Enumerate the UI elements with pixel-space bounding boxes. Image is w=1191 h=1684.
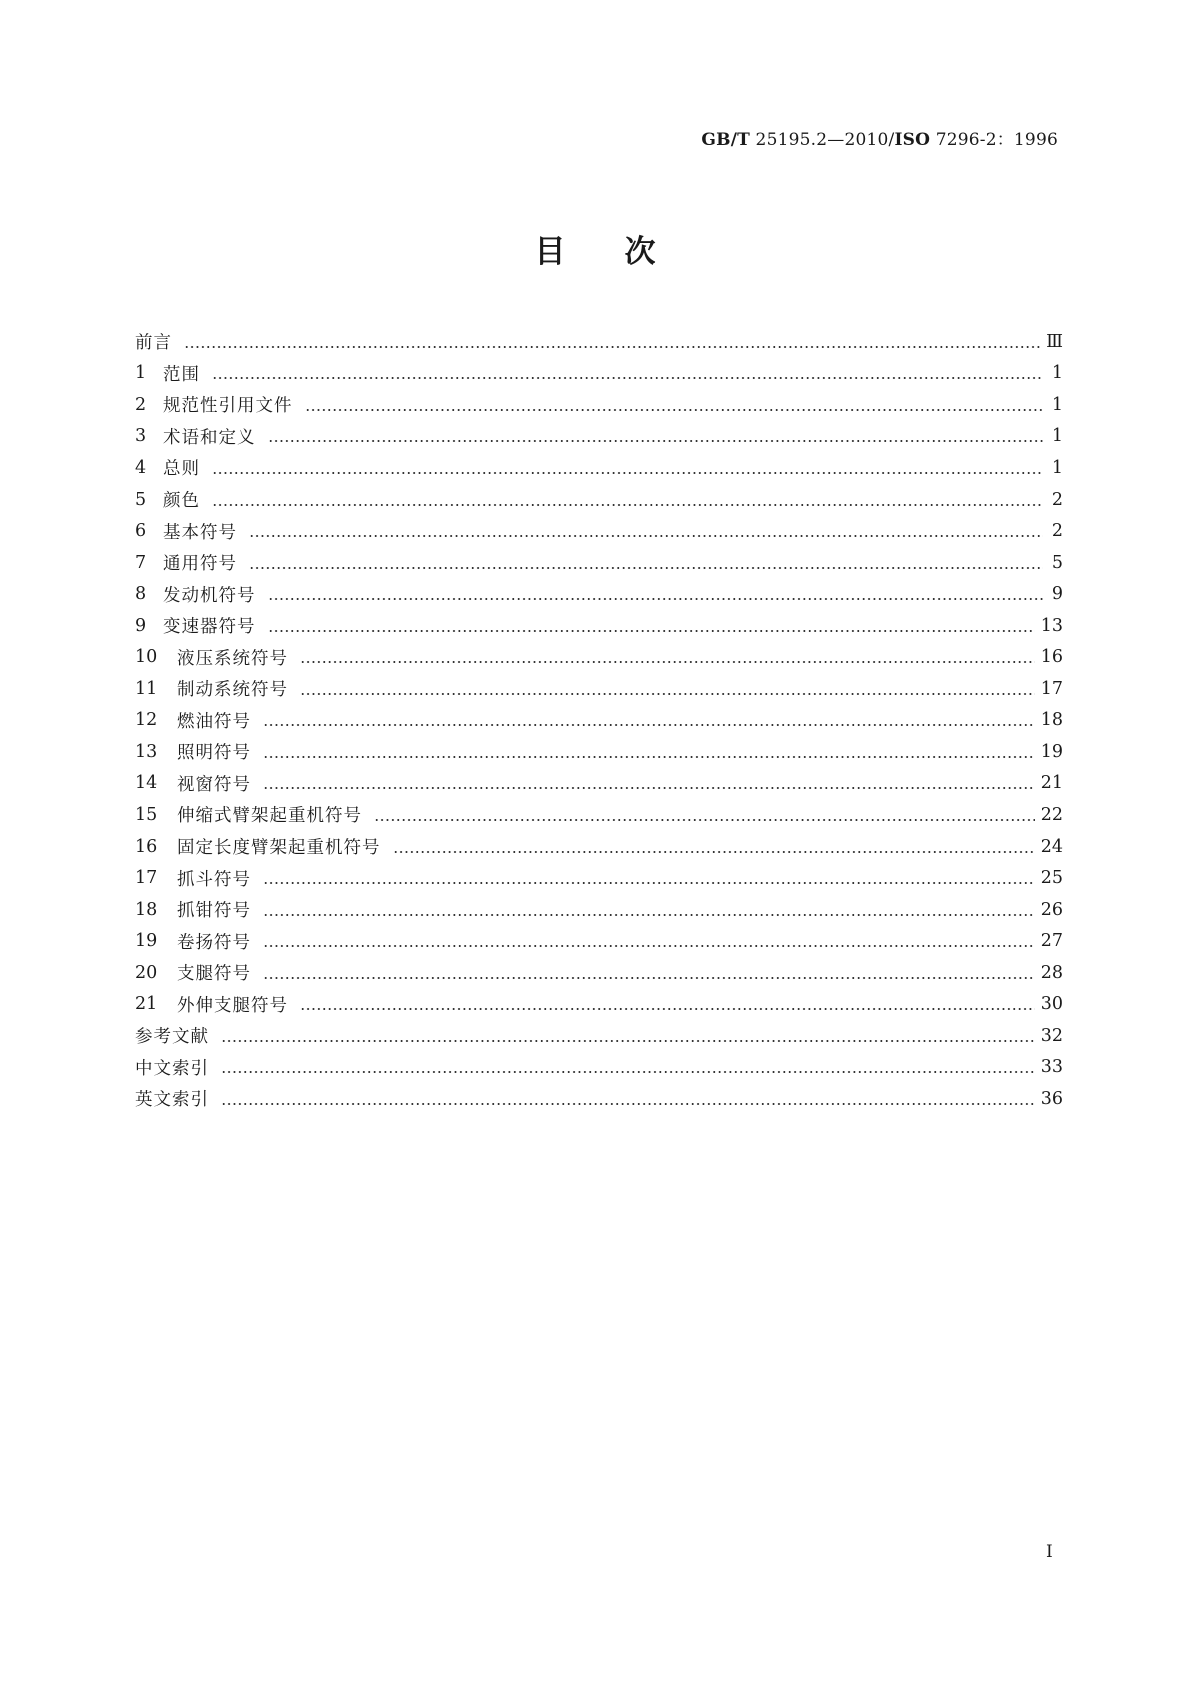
toc-leader-dots bbox=[268, 598, 1044, 600]
toc-entry-page: 18 bbox=[1040, 710, 1063, 731]
toc-entry-number: 10 bbox=[135, 647, 158, 668]
toc-entry-page: 1 bbox=[1051, 394, 1063, 415]
toc-entry[interactable] bbox=[135, 421, 1063, 453]
toc-entry-number: 12 bbox=[135, 710, 158, 731]
toc-entry[interactable] bbox=[135, 799, 1063, 831]
iso-number: 7296-2：1996 bbox=[930, 130, 1058, 150]
toc-entry-label: 总则 bbox=[163, 459, 200, 480]
toc-entry-label: 液压系统符号 bbox=[177, 648, 288, 669]
toc-entry-page: 25 bbox=[1040, 868, 1063, 889]
toc-entry-label: 中文索引 bbox=[135, 1058, 209, 1079]
toc-entry-page: 1 bbox=[1051, 457, 1063, 478]
toc-entry-label: 固定长度臂架起重机符号 bbox=[177, 838, 381, 859]
table-of-contents bbox=[135, 326, 1063, 1115]
toc-entry-page: 17 bbox=[1040, 678, 1063, 699]
toc-leader-dots bbox=[268, 440, 1044, 442]
toc-entry[interactable] bbox=[135, 1052, 1063, 1084]
toc-entry[interactable] bbox=[135, 1083, 1063, 1115]
toc-entry-label: 外伸支腿符号 bbox=[177, 995, 288, 1016]
toc-entry-page: 21 bbox=[1040, 773, 1063, 794]
toc-entry[interactable] bbox=[135, 957, 1063, 989]
toc-leader-dots bbox=[300, 1008, 1035, 1010]
page-number: I bbox=[1046, 1542, 1053, 1562]
toc-entry-number: 8 bbox=[135, 584, 147, 605]
toc-entry-label: 燃油符号 bbox=[177, 711, 251, 732]
toc-leader-dots bbox=[263, 756, 1035, 758]
toc-entry-number: 15 bbox=[135, 804, 158, 825]
toc-leader-dots bbox=[184, 346, 1040, 348]
toc-entry-label: 前言 bbox=[135, 333, 172, 354]
toc-entry-label: 变速器符号 bbox=[163, 617, 256, 638]
toc-entry[interactable] bbox=[135, 831, 1063, 863]
standard-prefix: GB/T bbox=[701, 130, 750, 150]
toc-entry-page: 22 bbox=[1040, 804, 1063, 825]
toc-entry-number: 11 bbox=[135, 678, 158, 699]
toc-entry-page: 9 bbox=[1051, 584, 1063, 605]
toc-entry-number: 2 bbox=[135, 394, 147, 415]
standard-code bbox=[701, 125, 1058, 150]
toc-leader-dots bbox=[263, 787, 1035, 789]
toc-entry-page: 36 bbox=[1040, 1088, 1063, 1109]
toc-entry-page: 19 bbox=[1040, 741, 1063, 762]
toc-entry-number: 1 bbox=[135, 363, 147, 384]
toc-entry-page: 16 bbox=[1040, 647, 1063, 668]
toc-entry-page: 24 bbox=[1040, 836, 1063, 857]
toc-entry-page: 1 bbox=[1051, 363, 1063, 384]
toc-entry-label: 术语和定义 bbox=[163, 427, 256, 448]
toc-entry[interactable] bbox=[135, 862, 1063, 894]
toc-entry-label: 颜色 bbox=[163, 491, 200, 511]
toc-entry-page: 33 bbox=[1040, 1057, 1063, 1078]
toc-entry[interactable] bbox=[135, 894, 1063, 926]
toc-entry-number: 3 bbox=[135, 426, 147, 447]
toc-entry-page: Ⅲ bbox=[1046, 331, 1063, 352]
toc-entry-page: 1 bbox=[1051, 426, 1063, 447]
toc-entry[interactable] bbox=[135, 925, 1063, 957]
toc-leader-dots bbox=[263, 914, 1035, 916]
toc-entry-page: 26 bbox=[1040, 899, 1063, 920]
toc-leader-dots bbox=[212, 472, 1043, 474]
toc-entry-number: 9 bbox=[135, 615, 147, 636]
title-char-2: 次 bbox=[624, 234, 657, 270]
toc-entry-page: 2 bbox=[1051, 521, 1063, 542]
toc-entry[interactable] bbox=[135, 641, 1063, 673]
toc-entry[interactable] bbox=[135, 452, 1063, 484]
toc-leader-dots bbox=[263, 882, 1035, 884]
toc-leader-dots bbox=[300, 661, 1035, 663]
toc-entry-label: 范围 bbox=[163, 364, 200, 385]
toc-entry-label: 规范性引用文件 bbox=[163, 396, 293, 417]
toc-entry-label: 制动系统符号 bbox=[177, 680, 288, 701]
toc-entry-label: 基本符号 bbox=[163, 522, 237, 543]
toc-entry-number: 21 bbox=[135, 994, 158, 1015]
toc-entry-page: 30 bbox=[1040, 994, 1063, 1015]
toc-entry[interactable] bbox=[135, 358, 1063, 390]
toc-leader-dots bbox=[263, 945, 1035, 947]
toc-entry[interactable] bbox=[135, 705, 1063, 737]
toc-leader-dots bbox=[221, 1040, 1035, 1042]
toc-entry-label: 参考文献 bbox=[135, 1027, 209, 1048]
toc-leader-dots bbox=[249, 535, 1043, 537]
toc-entry[interactable] bbox=[135, 547, 1063, 579]
toc-leader-dots bbox=[212, 377, 1043, 379]
toc-entry-label: 抓钳符号 bbox=[177, 901, 251, 922]
toc-entry-number: 18 bbox=[135, 899, 158, 920]
toc-entry-label: 英文索引 bbox=[135, 1090, 209, 1111]
toc-entry-label: 通用符号 bbox=[163, 554, 237, 575]
toc-entry[interactable] bbox=[135, 326, 1063, 358]
toc-entry[interactable] bbox=[135, 484, 1063, 516]
toc-entry-label: 视窗符号 bbox=[177, 774, 251, 795]
toc-entry[interactable] bbox=[135, 1020, 1063, 1052]
toc-entry-number: 5 bbox=[135, 489, 147, 510]
toc-leader-dots bbox=[221, 1103, 1035, 1105]
toc-entry[interactable] bbox=[135, 610, 1063, 642]
toc-leader-dots bbox=[393, 851, 1035, 853]
toc-leader-dots bbox=[374, 819, 1035, 821]
toc-entry-page: 2 bbox=[1051, 489, 1063, 510]
toc-entry[interactable] bbox=[135, 988, 1063, 1020]
toc-entry-label: 抓斗符号 bbox=[177, 869, 251, 890]
toc-leader-dots bbox=[300, 693, 1035, 695]
title-char-1: 目 bbox=[534, 234, 567, 270]
toc-entry-number: 14 bbox=[135, 773, 158, 794]
toc-leader-dots bbox=[212, 504, 1043, 506]
toc-entry-page: 5 bbox=[1051, 552, 1063, 573]
toc-entry-page: 13 bbox=[1040, 615, 1063, 636]
page-title bbox=[0, 226, 1191, 271]
standard-number: 25195.2—2010/ bbox=[749, 130, 895, 150]
toc-entry-number: 20 bbox=[135, 962, 158, 983]
toc-entry-label: 卷扬符号 bbox=[177, 932, 251, 953]
toc-entry[interactable] bbox=[135, 736, 1063, 768]
toc-leader-dots bbox=[268, 630, 1035, 632]
toc-leader-dots bbox=[221, 1071, 1035, 1073]
toc-entry-number: 4 bbox=[135, 457, 147, 478]
iso-prefix: ISO bbox=[894, 130, 931, 150]
toc-entry-label: 照明符号 bbox=[177, 743, 251, 764]
toc-entry-page: 28 bbox=[1040, 962, 1063, 983]
toc-entry[interactable] bbox=[135, 768, 1063, 800]
toc-entry-page: 27 bbox=[1040, 931, 1063, 952]
toc-entry-number: 17 bbox=[135, 868, 158, 889]
toc-entry-number: 7 bbox=[135, 552, 147, 573]
toc-entry-page: 32 bbox=[1040, 1025, 1063, 1046]
toc-leader-dots bbox=[305, 409, 1044, 411]
toc-entry-label: 伸缩式臂架起重机符号 bbox=[177, 806, 362, 827]
toc-leader-dots bbox=[249, 567, 1043, 569]
toc-leader-dots bbox=[263, 724, 1035, 726]
toc-entry[interactable] bbox=[135, 673, 1063, 705]
toc-entry-number: 16 bbox=[135, 836, 158, 857]
toc-entry[interactable] bbox=[135, 515, 1063, 547]
toc-entry-number: 19 bbox=[135, 931, 158, 952]
toc-entry-label: 支腿符号 bbox=[177, 964, 251, 985]
toc-entry-label: 发动机符号 bbox=[163, 585, 256, 606]
toc-leader-dots bbox=[263, 977, 1035, 979]
toc-entry-number: 6 bbox=[135, 521, 147, 542]
toc-entry[interactable] bbox=[135, 389, 1063, 421]
toc-entry[interactable] bbox=[135, 578, 1063, 610]
toc-entry-number: 13 bbox=[135, 741, 158, 762]
